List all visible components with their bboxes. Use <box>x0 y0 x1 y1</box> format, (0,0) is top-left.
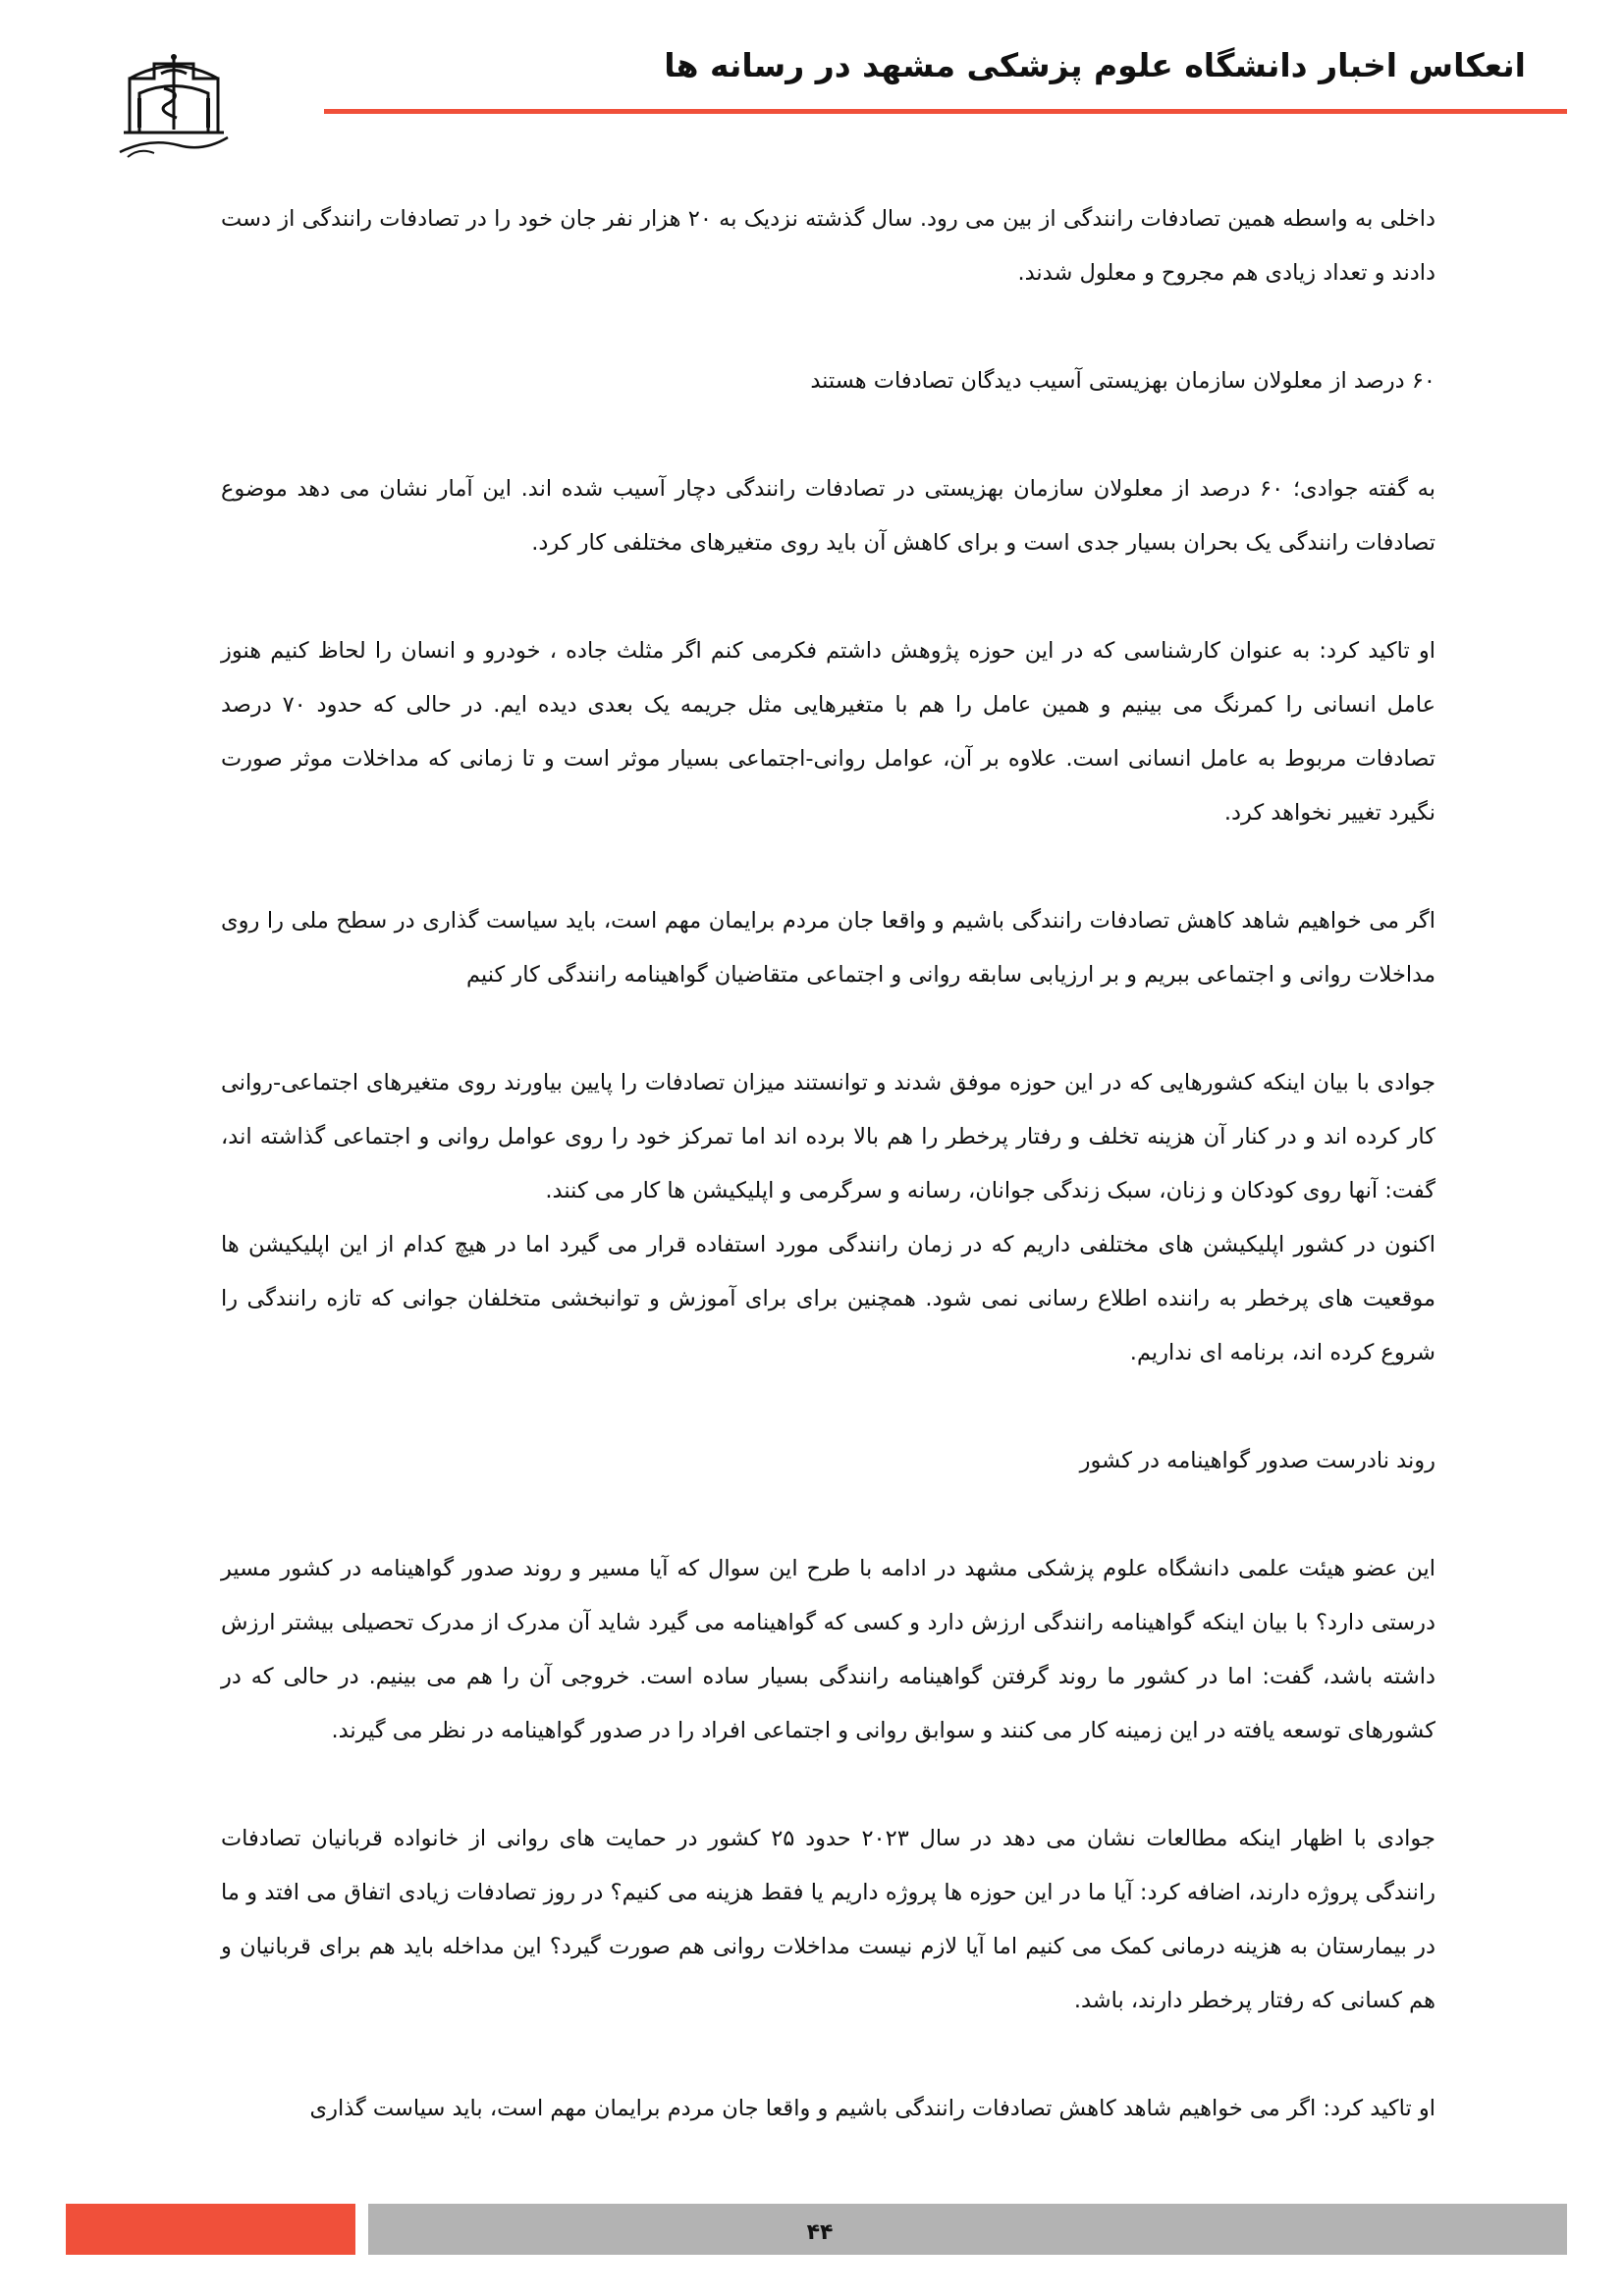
paragraph: او تاکید کرد: اگر می خواهیم شاهد کاهش تصادفات رانندگی باشیم و واقعا جان مردم برایمان مهم است، باید سیاست گذاری <box>309 2096 1435 2121</box>
paragraph: او تاکید کرد: به عنوان کارشناسی که در این حوزه پژوهش داشتم فکرمی کنم اگر مثلث جاده ، خودرو و انسان را لحاظ کنیم هنوز عامل انسانی را کمرنگ می بینیم و همین عامل را هم با متغیرهایی مثل جریمه یک بعدی دیده ایم. در حالی که حدود ۷۰ درصد تصادفات مربوط به عامل انسانی است. علاوه بر آن، عوامل روانی-اجتماعی بسیار موثر است و تا زمانی که مداخلات موثر صورت نگیرد تغییر نخواهد کرد. <box>221 638 1436 826</box>
paragraph: اکنون در کشور اپلیکیشن های مختلفی داریم که در زمان رانندگی مورد استفاده قرار می گیرد اما در هیچ کدام از این اپلیکیشن ها موقعیت های پرخطر به راننده اطلاع رسانی نمی شود. همچنین برای برای آموزش و توانبخشی متخلفان جوانی که تازه رانندگی را شروع کرده اند، برنامه ای نداریم. <box>221 1232 1435 1365</box>
paragraph: اگر می خواهیم شاهد کاهش تصادفات رانندگی باشیم و واقعا جان مردم برایمان مهم است، باید سیاست گذاری در سطح ملی را روی مداخلات روانی و اجتماعی ببریم و بر ارزیابی سابقه روانی و اجتماعی متقاضیان گواهینامه رانندگی کار کنیم <box>221 908 1435 988</box>
paragraph: داخلی به واسطه همین تصادفات رانندگی از بین می رود. سال گذشته نزدیک به ۲۰ هزار نفر جان خود را در تصادفات رانندگی از دست دادند و تعداد زیادی هم مجروح و معلول شدند. <box>221 206 1435 286</box>
footer-bar <box>368 2204 1567 2255</box>
header-divider <box>324 109 1567 114</box>
paragraph: این عضو هیئت علمی دانشگاه علوم پزشکی مشهد در ادامه با طرح این سوال که آیا مسیر و روند صدور گواهینامه در کشور مسیر درستی دارد؟ با بیان اینکه گواهینامه رانندگی ارزش دارد و کسی که گواهینامه می گیرد شاید آن مدرک از مدرک تحصیلی بیشتر ارزش داشته باشد، گفت: اما در کشور ما روند گرفتن گواهینامه رانندگی بسیار ساده است. خروجی آن را هم می بینیم. در حالی که در کشورهای توسعه یافته در این زمینه کار می کنند و سوابق روانی و اجتماعی افراد را در صدور گواهینامه در نظر می گیرند. <box>221 1556 1435 1743</box>
article-body <box>221 192 1435 2190</box>
section-heading: روند نادرست صدور گواهینامه در کشور <box>1079 1448 1435 1473</box>
university-emblem-icon <box>110 39 238 167</box>
page-number: ۴۴ <box>806 2220 834 2245</box>
paragraph: جوادی با اظهار اینکه مطالعات نشان می دهد در سال ۲۰۲۳ حدود ۲۵ کشور در حمایت های روانی از خانواده قربانیان تصادفات رانندگی پروژه دارند، اضافه کرد: آیا ما در این حوزه ها پروژه داریم یا فقط هزینه می کنیم؟ در روز تصادفات زیادی اتفاق می افتد و ما در بیمارستان به هزینه درمانی کمک می کنیم اما آیا لازم نیست مداخلات روانی هم صورت گیرد؟ این مداخله باید هم برای قربانیان و هم کسانی که رفتار پرخطر دارند، باشد. <box>221 1826 1435 2013</box>
footer-accent-bar <box>66 2204 355 2255</box>
paragraph: جوادی با بیان اینکه کشورهایی که در این حوزه موفق شدند و توانستند میزان تصادفات را پایین بیاورند روی متغیرهای اجتماعی-روانی کار کرده اند و در کنار آن هزینه تخلف و رفتار پرخطر را هم بالا برده اند اما تمرکز خود را روی عوامل روانی و اجتماعی گذاشته اند، گفت: آنها روی کودکان و زنان، سبک زندگی جوانان، رسانه و سرگرمی و اپلیکیشن ها کار می کنند. <box>221 1070 1435 1203</box>
paragraph: به گفته جوادی؛ ۶۰ درصد از معلولان سازمان بهزیستی در تصادفات رانندگی دچار آسیب شده اند. این آمار نشان می دهد موضوع تصادفات رانندگی یک بحران بسیار جدی است و برای کاهش آن باید روی متغیرهای مختلفی کار کرد. <box>221 476 1435 556</box>
page-title: انعکاس اخبار دانشگاه علوم پزشکی مشهد در رسانه ها <box>664 46 1526 84</box>
section-heading: ۶۰ درصد از معلولان سازمان بهزیستی آسیب دیدگان تصادفات هستند <box>810 368 1435 394</box>
